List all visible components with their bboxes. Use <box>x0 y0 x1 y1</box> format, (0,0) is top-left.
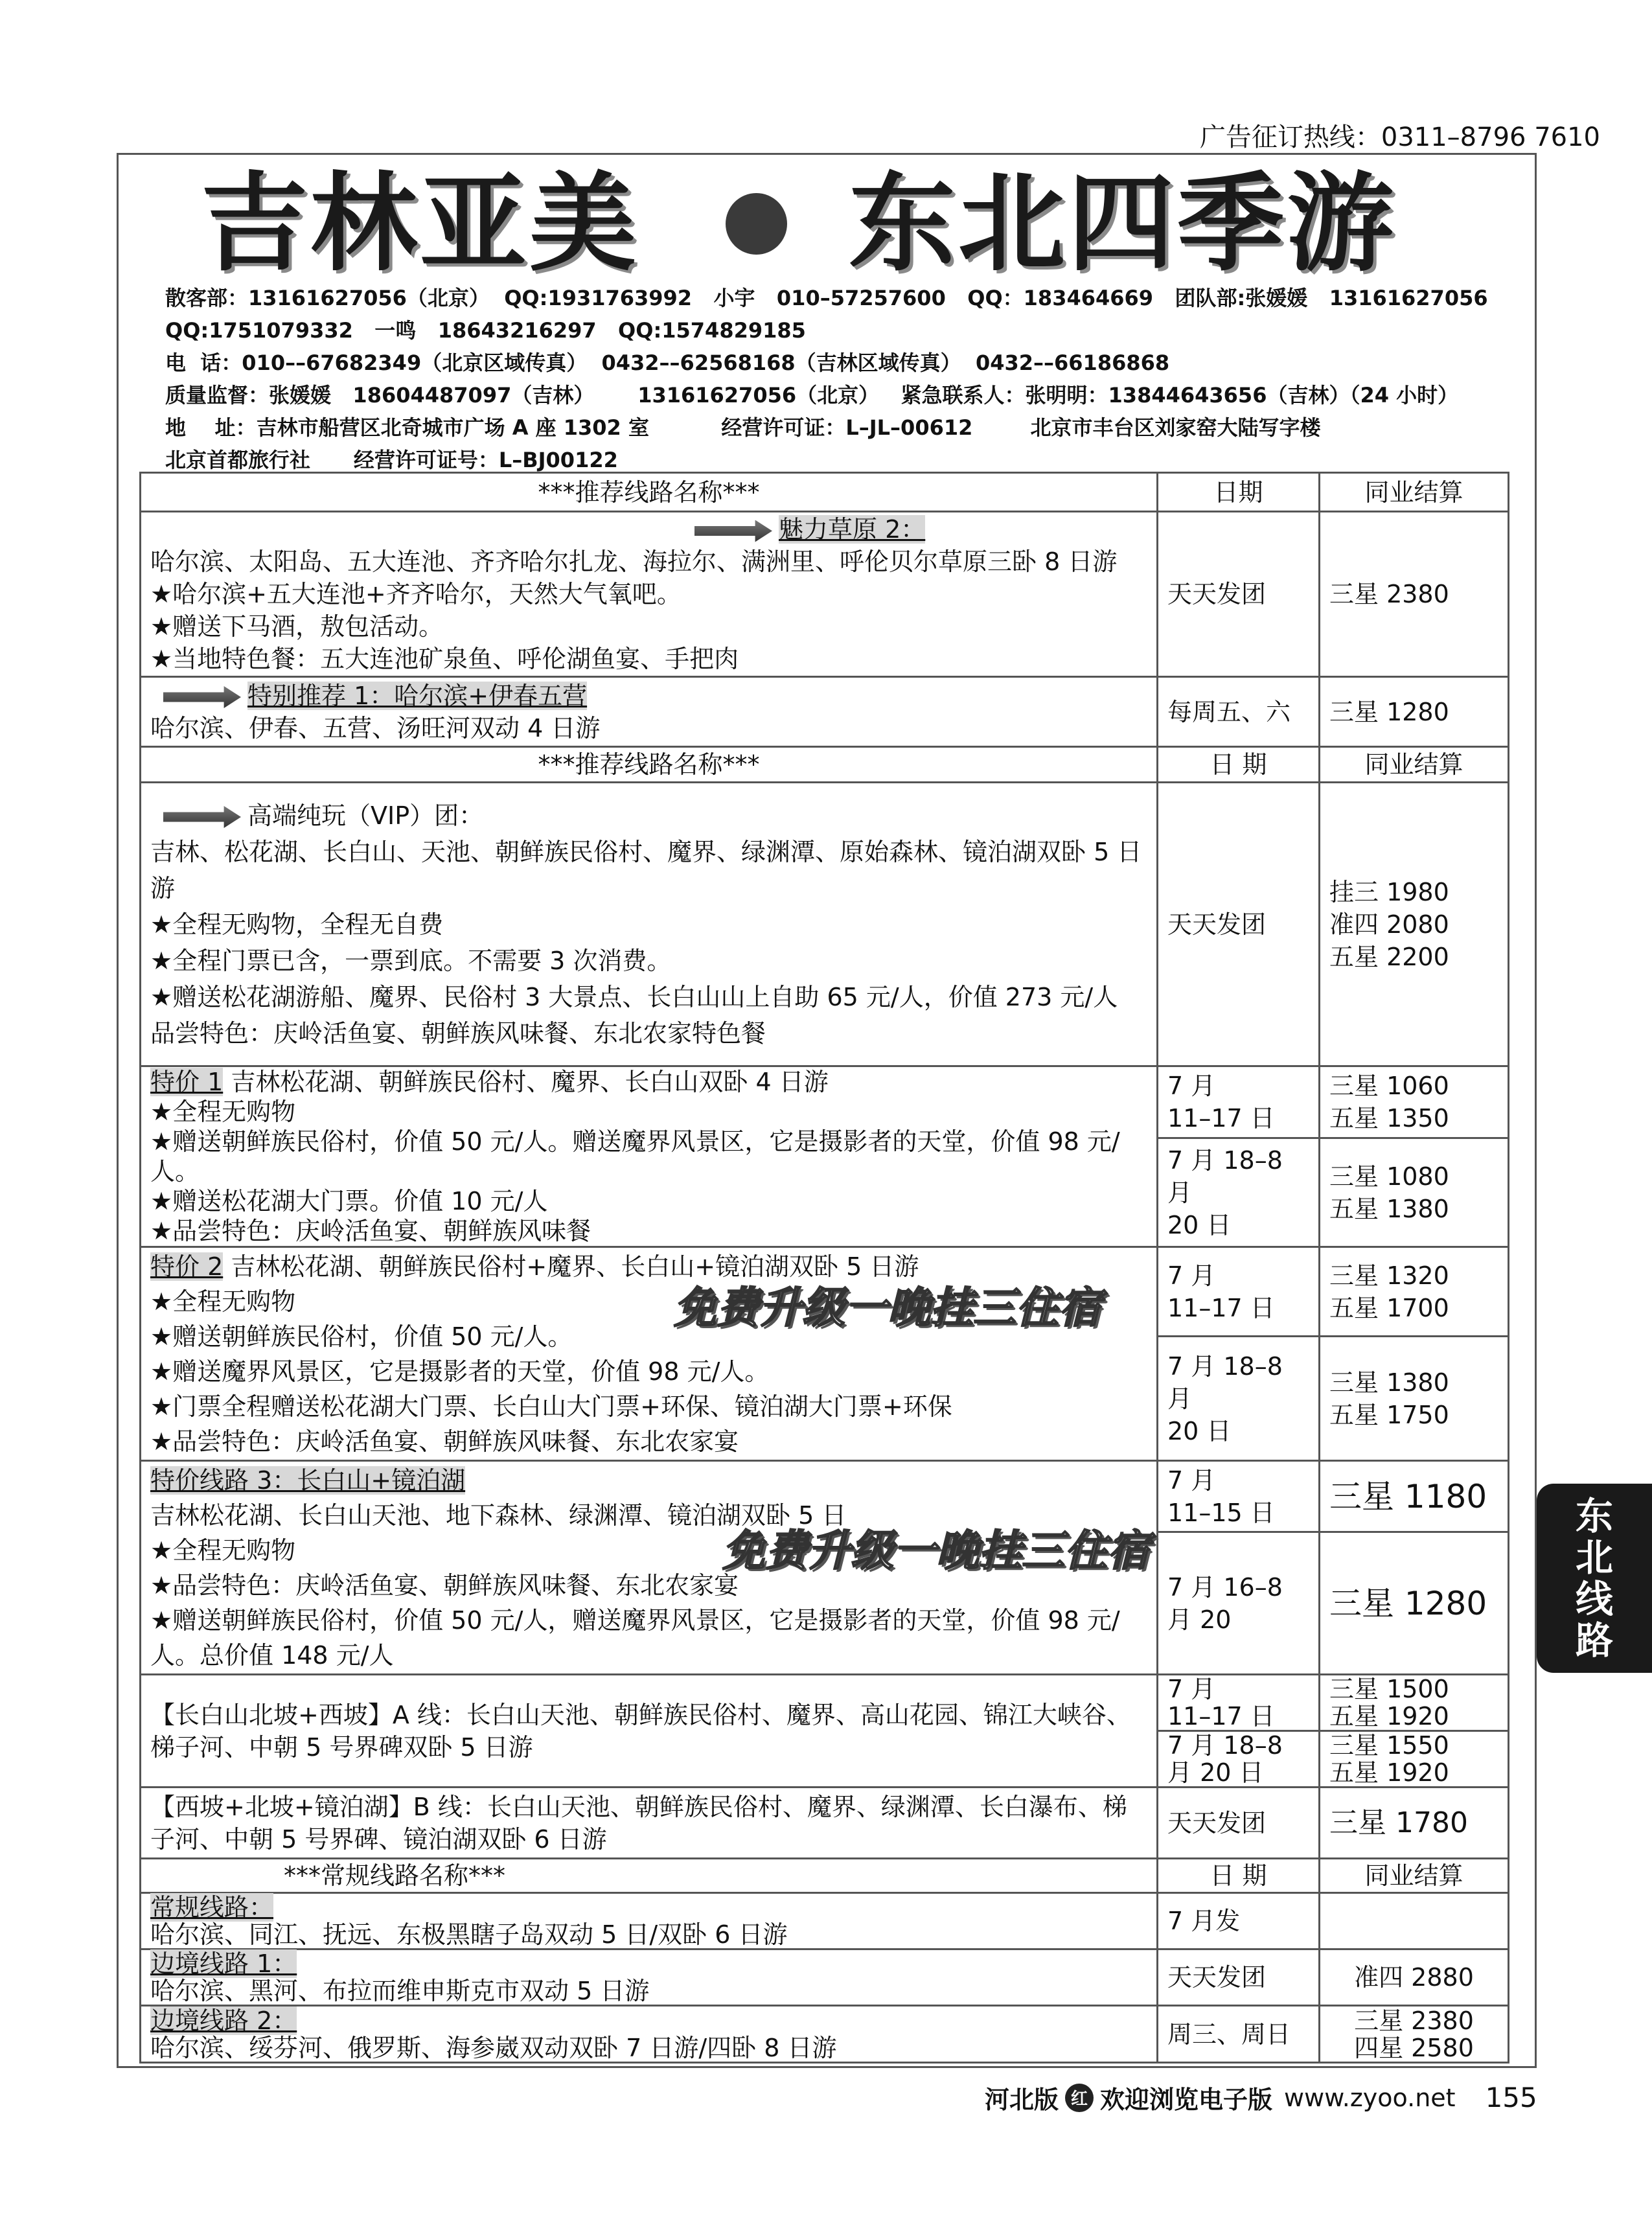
date-cell: 天天发团 <box>1158 1949 1320 2006</box>
route-table <box>139 472 1509 2064</box>
price-cell: 三星 1780 <box>1320 1788 1509 1859</box>
route-title: 吉林松花湖、朝鲜族民俗村+魔界、长白山+镜泊湖双卧 5 日游 <box>231 1252 919 1281</box>
route-line: ★赠送朝鲜族民俗村，价值 50 元/人。 <box>150 1322 573 1351</box>
arrow-right-icon <box>163 806 241 828</box>
price-line: 五星 2200 <box>1329 942 1449 971</box>
route-line: 哈尔滨、黑河、布拉而维申斯克市双动 5 日游 <box>150 1977 650 2005</box>
route-tag: 特别推荐 1：哈尔滨+伊春五营 <box>247 681 588 710</box>
price-cell: 三星 1550 五星 1920 <box>1320 1731 1509 1788</box>
table-row <box>141 783 1509 1066</box>
table-header <box>141 1859 1509 1893</box>
contact-line: 散客部：13161627056（北京） QQ:1931763992 小宇 010–57257600 QQ：183464669 团队部:张媛媛 13161627056 <box>165 286 1488 310</box>
route-line: ★赠送下马酒，敖包活动。 <box>150 612 444 641</box>
price-cell: 三星 1060 五星 1350 <box>1320 1066 1509 1138</box>
route-line: ★赠送魔界风景区，它是摄影者的天堂，价值 98 元/人。 <box>150 1357 770 1386</box>
route-line: ★赠送朝鲜族民俗村，价值 50 元/人，赠送魔界风景区，它是摄影者的天堂，价值 98 元/人。总价值 148 元/人 <box>150 1605 1120 1670</box>
route-line: ★全程无购物 <box>150 1287 296 1316</box>
route-line: 吉林、松花湖、长白山、天池、朝鲜族民俗村、魔界、绿渊潭、原始森林、镜泊湖双卧 5 日游 <box>150 837 1142 903</box>
header-price: 同业结算 <box>1320 473 1509 512</box>
header-route: ***常规线路名称*** <box>141 1859 1158 1893</box>
date-cell: 7 月 11–15 日 <box>1158 1461 1320 1532</box>
date-cell: 天天发团 <box>1158 1788 1320 1859</box>
route-cell <box>141 1893 1158 1949</box>
contact-line: QQ:1751079332 一鸣 18643216297 QQ:1574829185 <box>165 318 806 343</box>
date-cell: 每周五、六 <box>1158 677 1320 747</box>
route-line: 品尝特色：庆岭活鱼宴、朝鲜族风味餐、东北农家特色餐 <box>150 1018 766 1048</box>
route-line: ★赠送松花湖大门票。价值 10 元/人 <box>150 1187 548 1215</box>
route-cell <box>141 2006 1158 2063</box>
red-badge-icon: 红 <box>1065 2084 1094 2112</box>
route-tag: 魅力草原 2： <box>779 515 926 544</box>
route-line: 【西坡+北坡+镜泊湖】B 线：长白山天池、朝鲜族民俗村、魔界、绿渊潭、长白瀑布、梯子河、中朝 5 号界碑、镜泊湖双卧 6 日游 <box>150 1792 1127 1854</box>
table-row <box>141 1949 1509 2006</box>
contact-line: 电 话：010––67682349（北京区域传真） 0432––62568168（吉林区域传真） 0432––66186868 <box>165 351 1170 375</box>
masthead <box>201 162 1484 285</box>
page-footer <box>985 2080 1537 2115</box>
route-cell <box>141 783 1158 1066</box>
route-tag: 边境线路 2： <box>150 2006 297 2035</box>
masthead-title-right: 东北四季游 <box>849 161 1396 286</box>
side-tab-char: 线 <box>1575 1577 1613 1621</box>
date-cell: 7 月 16–8 月 20 <box>1158 1532 1320 1675</box>
table-row <box>141 677 1509 747</box>
header-price: 同业结算 <box>1320 747 1509 783</box>
route-line: ★品尝特色：庆岭活鱼宴、朝鲜族风味餐、东北农家宴 <box>150 1570 739 1600</box>
upgrade-stamp: 免费升级一晚挂三住宿 <box>674 1282 1101 1333</box>
side-tab-char: 北 <box>1575 1535 1613 1580</box>
table-header <box>141 473 1509 512</box>
price-cell: 三星 2380 <box>1320 512 1509 677</box>
route-line: 哈尔滨、同江、抚远、东极黑瞎子岛双动 5 日/双卧 6 日游 <box>150 1920 788 1949</box>
price-cell: 三星 1280 <box>1320 677 1509 747</box>
route-cell <box>141 1675 1158 1788</box>
route-tag: 边境线路 1： <box>150 1949 297 1978</box>
price-cell <box>1320 783 1509 1066</box>
route-line: ★当地特色餐：五大连池矿泉鱼、呼伦湖鱼宴、手把肉 <box>150 645 739 673</box>
route-line: ★全程无购物 <box>150 1535 296 1565</box>
masthead-title-left: 吉林亚美 <box>201 161 639 286</box>
price-cell: 三星 2380 四星 2580 <box>1320 2006 1509 2063</box>
arrow-right-icon <box>163 686 241 708</box>
table-row <box>141 1066 1509 1138</box>
date-cell: 7 月 18–8 月 20 日 <box>1158 1138 1320 1247</box>
route-line: 哈尔滨、绥芬河、俄罗斯、海参崴双动双卧 7 日游/四卧 8 日游 <box>150 2033 837 2062</box>
route-line: ★全程门票已含，一票到底。不需要 3 次消费。 <box>150 946 672 975</box>
route-tag: 常规线路： <box>150 1893 274 1922</box>
route-tag: 特价 1 <box>150 1068 224 1096</box>
contact-info <box>165 282 1500 476</box>
section-side-tab <box>1537 1484 1652 1673</box>
route-cell <box>141 677 1158 747</box>
price-cell: 准四 2880 <box>1320 1949 1509 2006</box>
price-line: 准四 2080 <box>1329 910 1449 939</box>
date-cell: 7 月 18–8 月 20 日 <box>1158 1337 1320 1461</box>
side-tab-char: 东 <box>1575 1494 1613 1538</box>
price-cell: 三星 1080 五星 1380 <box>1320 1138 1509 1247</box>
route-tag: 特价线路 3：长白山+镜泊湖 <box>150 1466 466 1495</box>
date-cell: 7 月 18–8 月 20 日 <box>1158 1731 1320 1788</box>
ad-hotline: 广告征订热线：0311–8796 7610 <box>1199 122 1600 152</box>
table-row <box>141 1675 1509 1731</box>
route-line: 哈尔滨、伊春、五营、汤旺河双动 4 日游 <box>150 713 601 742</box>
route-tag: 特价 2 <box>150 1252 224 1281</box>
contact-line: 北京首都旅行社 经营许可证号：L–BJ00122 <box>165 448 618 472</box>
route-line: ★品尝特色：庆岭活鱼宴、朝鲜族风味餐、东北农家宴 <box>150 1427 739 1456</box>
route-line: ★哈尔滨+五大连池+齐齐哈尔，天然大气氧吧。 <box>150 580 682 608</box>
table-row <box>141 1788 1509 1859</box>
header-route: ***推荐线路名称*** <box>141 747 1158 783</box>
route-cell <box>141 1949 1158 2006</box>
header-date: 日 期 <box>1158 747 1320 783</box>
page-number: 155 <box>1485 2082 1537 2113</box>
upgrade-stamp: 免费升级一晚挂三住宿 <box>722 1525 1150 1576</box>
contact-line: 质量监督：张媛媛 18604487097（吉林） 13161627056（北京） 紧急联系人：张明明：13844643656（吉林）（24 小时） <box>165 383 1459 408</box>
date-cell: 周三、周日 <box>1158 2006 1320 2063</box>
header-route: ***推荐线路名称*** <box>141 473 1158 512</box>
bullet-dot-icon <box>726 193 787 255</box>
date-cell: 7 月 11–17 日 <box>1158 1247 1320 1337</box>
header-date: 日 期 <box>1158 1859 1320 1893</box>
table-header <box>141 747 1509 783</box>
route-cell <box>141 512 1158 677</box>
price-cell: 三星 1380 五星 1750 <box>1320 1337 1509 1461</box>
price-cell: 三星 1180 <box>1320 1461 1509 1532</box>
route-cell <box>141 1788 1158 1859</box>
price-cell: 三星 1320 五星 1700 <box>1320 1247 1509 1337</box>
route-line: ★赠送松花湖游船、魔界、民俗村 3 大景点、长白山山上自助 65 元/人，价值 273 元/人 <box>150 982 1118 1011</box>
footer-edition: 河北版 <box>985 2086 1059 2114</box>
price-cell: 三星 1500 五星 1920 <box>1320 1675 1509 1731</box>
table-row <box>141 512 1509 677</box>
date-cell: 天天发团 <box>1158 783 1320 1066</box>
date-cell: 天天发团 <box>1158 512 1320 677</box>
route-cell <box>141 1066 1158 1247</box>
route-title: 吉林松花湖、朝鲜族民俗村、魔界、长白山双卧 4 日游 <box>231 1068 829 1096</box>
table-row <box>141 1893 1509 1949</box>
route-line: ★全程无购物，全程无自费 <box>150 910 444 939</box>
arrow-right-icon <box>694 520 772 542</box>
route-line: 【长白山北坡+西坡】A 线：长白山天池、朝鲜族民俗村、魔界、高山花园、锦江大峡谷、梯子河、中朝 5 号界碑双卧 5 日游 <box>150 1700 1131 1762</box>
route-line: 吉林松花湖、长白山天池、地下森林、绿渊潭、镜泊湖双卧 5 日 <box>150 1500 847 1530</box>
footer-welcome: 欢迎浏览电子版 <box>1100 2086 1273 2114</box>
date-cell: 7 月 11–17 日 <box>1158 1066 1320 1138</box>
table-row <box>141 2006 1509 2063</box>
route-line: ★门票全程赠送松花湖大门票、长白山大门票+环保、镜泊湖大门票+环保 <box>150 1392 952 1421</box>
side-tab-char: 路 <box>1575 1618 1613 1662</box>
route-line: ★全程无购物 <box>150 1098 296 1126</box>
price-cell: 三星 1280 <box>1320 1532 1509 1675</box>
route-line: ★品尝特色：庆岭活鱼宴、朝鲜族风味餐 <box>150 1217 591 1245</box>
route-line: 哈尔滨、太阳岛、五大连池、齐齐哈尔扎龙、海拉尔、满洲里、呼伦贝尔草原三卧 8 日游 <box>150 547 1118 576</box>
route-line: ★赠送朝鲜族民俗村，价值 50 元/人。赠送魔界风景区，它是摄影者的天堂，价值 98 元/人。 <box>150 1127 1120 1186</box>
price-cell <box>1320 1893 1509 1949</box>
date-cell: 7 月发 <box>1158 1893 1320 1949</box>
price-line: 挂三 1980 <box>1329 877 1449 906</box>
header-date: 日期 <box>1158 473 1320 512</box>
contact-line: 地 址：吉林市船营区北奇城市广场 A 座 1302 室 经营许可证：L–JL–00612 北京市丰台区刘家窑大陆写字楼 <box>165 415 1321 440</box>
route-tag: 高端纯玩（VIP）团： <box>247 801 484 830</box>
header-price: 同业结算 <box>1320 1859 1509 1893</box>
date-cell: 7 月 11–17 日 <box>1158 1675 1320 1731</box>
footer-url[interactable]: www.zyoo.net <box>1284 2083 1456 2112</box>
